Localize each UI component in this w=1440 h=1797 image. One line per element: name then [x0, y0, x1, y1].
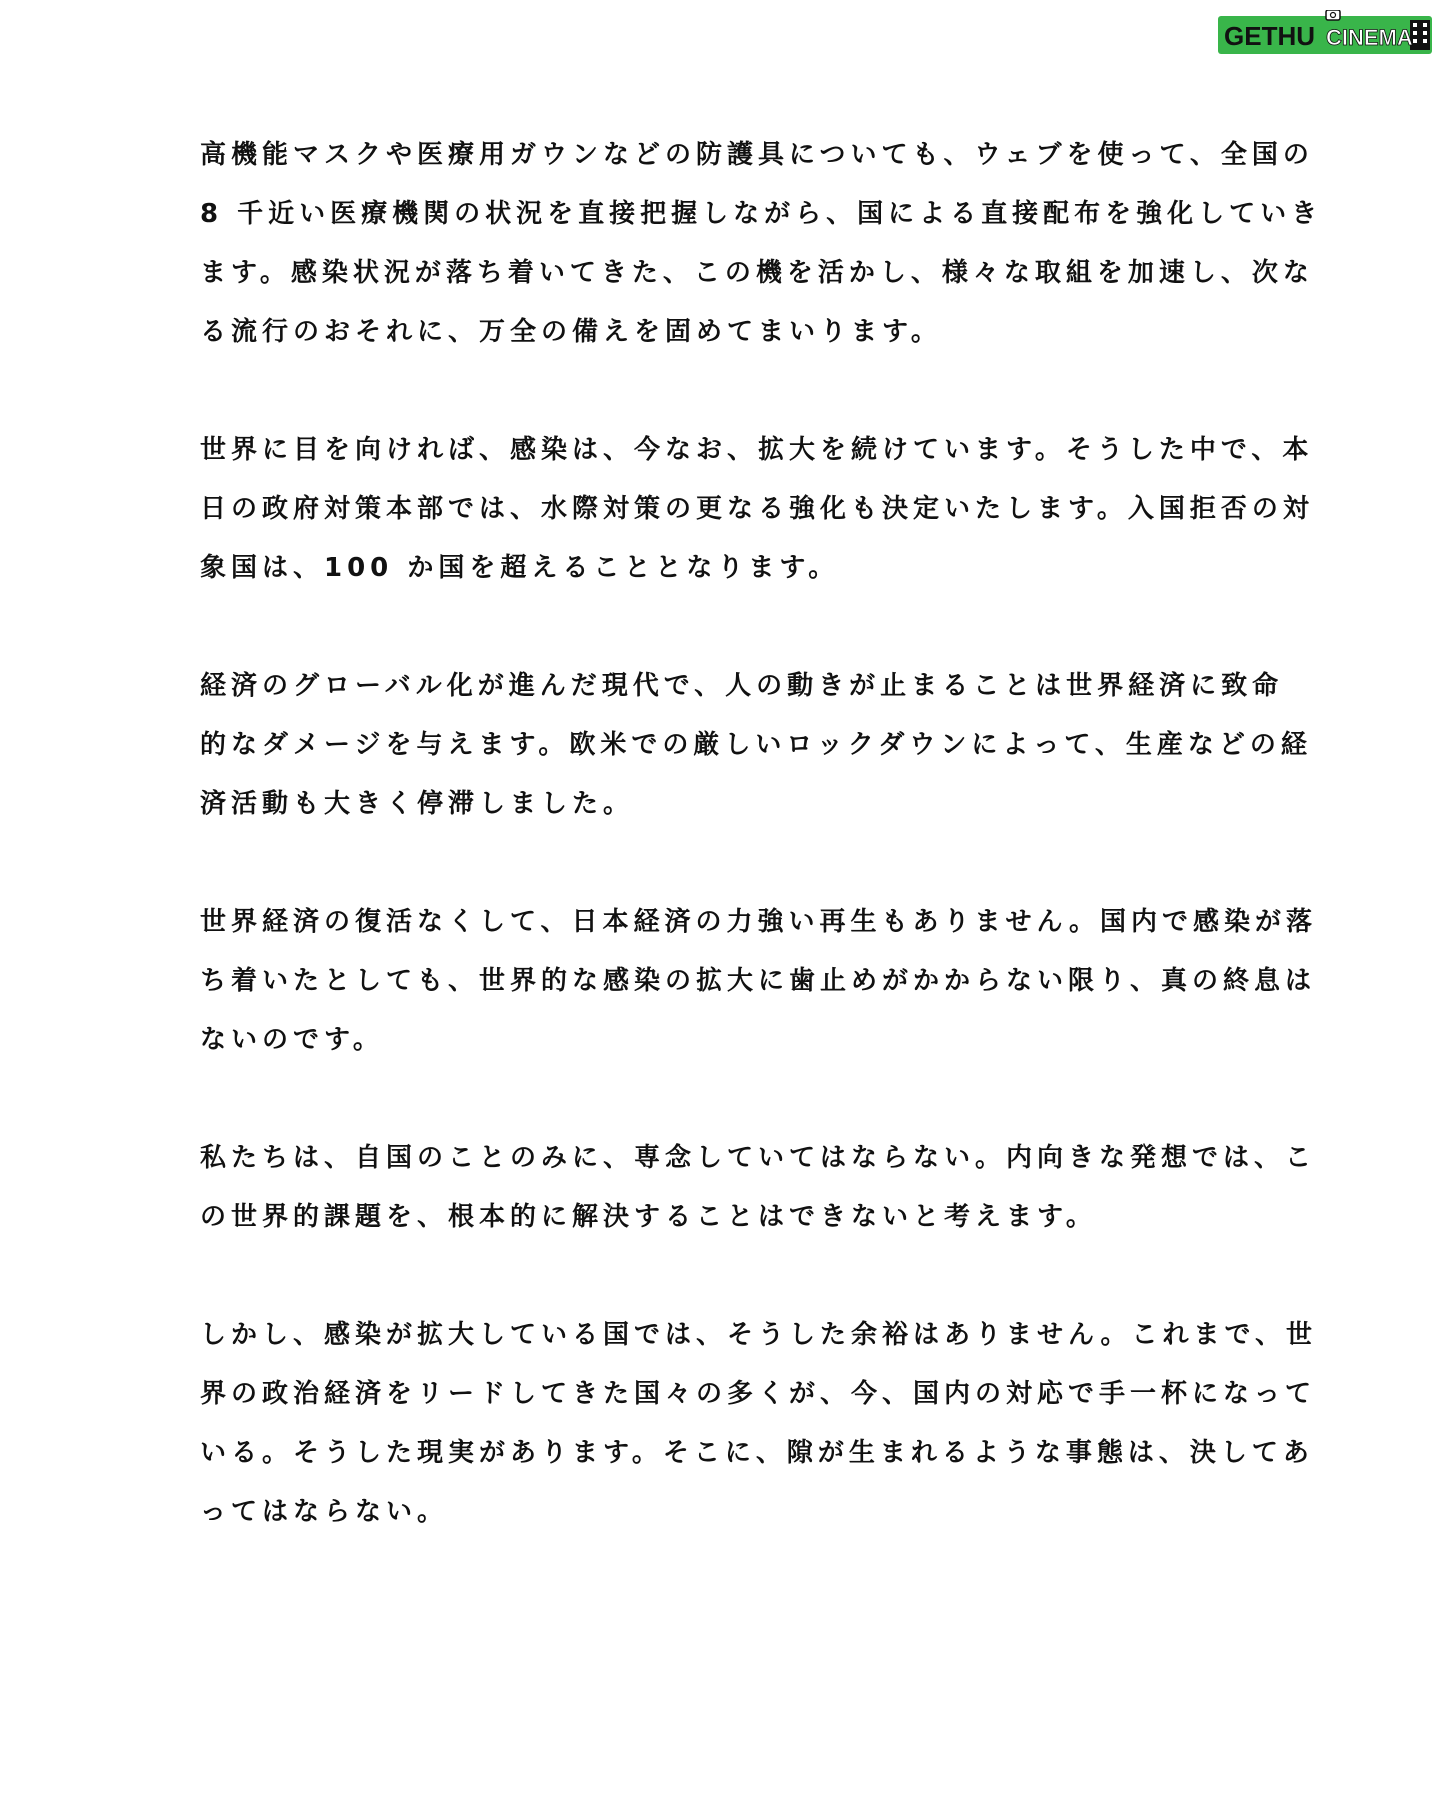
paragraph-line: しかし、感染が拡大している国では、そうした余裕はありません。これまで、世: [200, 1320, 1318, 1350]
paragraph-line: 経済のグローバル化が進んだ現代で、人の動きが止まることは世界経済に致命: [200, 671, 1284, 701]
paragraph-line: いる。そうした現実があります。そこに、隙が生まれるような事態は、決してあ: [200, 1438, 1314, 1468]
paragraph-line: 世界に目を向ければ、感染は、今なお、拡大を続けています。そうした中で、本: [200, 435, 1314, 465]
paragraph-line: 8 千近い医療機関の状況を直接把握しながら、国による直接配布を強化していき: [200, 199, 1323, 229]
paragraph-line: 世界経済の復活なくして、日本経済の力強い再生もありません。国内で感染が落: [200, 907, 1318, 937]
paragraph-line: 的なダメージを与えます。欧米での厳しいロックダウンによって、生産などの経: [200, 730, 1312, 760]
paragraph-line: ないのです。: [200, 1025, 384, 1055]
watermark-text-left: GETHU: [1224, 21, 1315, 51]
paragraph-line: 済活動も大きく停滞しました。: [200, 789, 635, 819]
paragraph-1: [200, 126, 1323, 362]
paragraph-2: [200, 421, 1314, 598]
paragraph-line: 私たちは、自国のことのみに、専念していてはならない。内向きな発想では、こ: [200, 1143, 1317, 1173]
paragraph-3: [200, 657, 1312, 834]
paragraph-line: ます。感染状況が落ち着いてきた、この機を活かし、様々な取組を加速し、次な: [200, 258, 1314, 288]
paragraph-line: ってはならない。: [200, 1497, 449, 1527]
watermark-logo: [1218, 10, 1432, 56]
paragraph-line: る流行のおそれに、万全の備えを固めてまいります。: [200, 317, 942, 347]
film-strip-icon: [1410, 20, 1430, 50]
paragraph-line: 界の政治経済をリードしてきた国々の多くが、今、国内の対応で手一杯になって: [200, 1379, 1317, 1409]
paragraph-line: 象国は、100 か国を超えることとなります。: [200, 553, 840, 583]
paragraph-line: ち着いたとしても、世界的な感染の拡大に歯止めがかからない限り、真の終息は: [200, 966, 1317, 996]
paragraph-line: の世界的課題を、根本的に解決することはできないと考えます。: [200, 1202, 1097, 1232]
watermark-graphic: [1218, 10, 1432, 56]
paragraph-line: 高機能マスクや医療用ガウンなどの防護具についても、ウェブを使って、全国の: [200, 140, 1314, 170]
paragraph-line: 日の政府対策本部では、水際対策の更なる強化も決定いたします。入国拒否の対: [200, 494, 1314, 524]
document-body: [200, 126, 1323, 1601]
paragraph-6: [200, 1306, 1318, 1542]
camera-icon: [1326, 10, 1340, 20]
paragraph-4: [200, 893, 1318, 1070]
watermark-text-right: CINEMA: [1326, 25, 1413, 50]
paragraph-5: [200, 1129, 1317, 1247]
